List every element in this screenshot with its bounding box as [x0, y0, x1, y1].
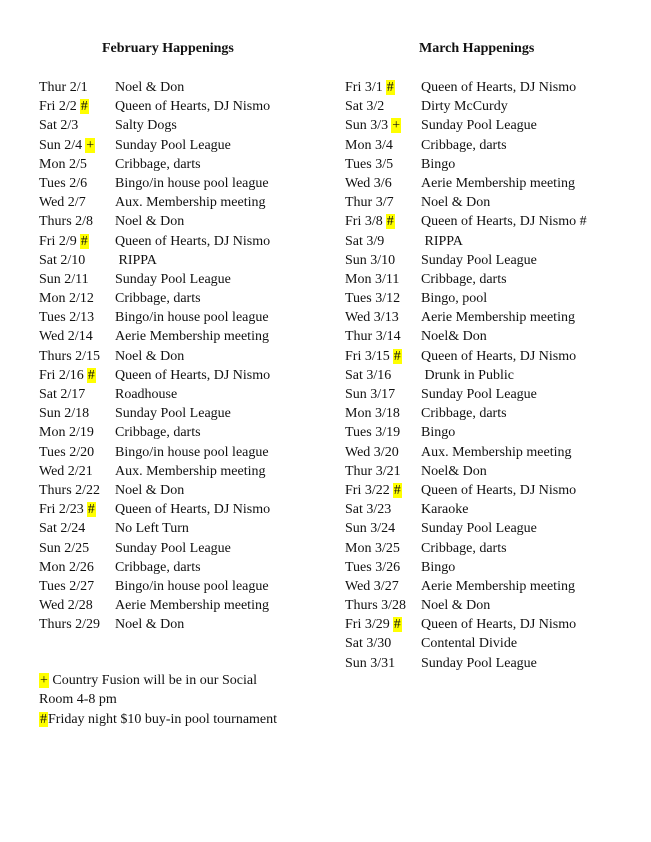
event-date — [39, 347, 100, 366]
event-title: Cribbage, darts — [115, 425, 201, 441]
event-date — [39, 462, 93, 481]
event-date-text: Fri 2/23 — [39, 502, 84, 518]
event-title: Noel& Don — [421, 329, 487, 345]
event-title: Aerie Membership meeting — [421, 175, 575, 191]
event-title: No Left Turn — [115, 521, 189, 537]
event-date-text: Fri 2/9 — [39, 233, 77, 249]
event-title: Noel & Don — [115, 80, 185, 95]
event-title: Queen of Hearts, DJ Nismo — [115, 502, 271, 518]
event-title: Aux. Membership meeting — [115, 195, 266, 211]
event-title: Queen of Hearts, DJ Nismo — [115, 367, 271, 383]
event-date — [39, 78, 88, 97]
event-date-text: Fri 3/15 — [345, 348, 390, 364]
february-heading: February Happenings — [102, 41, 234, 56]
legend-plus-line-2: Room 4-8 pm — [39, 692, 117, 708]
event-date — [345, 308, 399, 327]
event-date — [39, 270, 89, 289]
event-title: Aux. Membership meeting — [421, 444, 572, 460]
event-title: Sunday Pool League — [421, 521, 537, 537]
event-title: Cribbage, darts — [421, 137, 507, 153]
event-date — [39, 308, 94, 327]
event-date-text: Mon 3/11 — [345, 271, 400, 287]
event-date — [345, 193, 394, 212]
event-title: Salty Dogs — [115, 118, 177, 134]
legend — [39, 671, 319, 729]
event-date-text: Wed 3/13 — [345, 310, 399, 326]
event-date-text: Fri 3/8 — [345, 214, 383, 230]
event-title: Cribbage, darts — [115, 559, 201, 575]
event-title: Bingo/in house pool league — [115, 175, 269, 191]
event-date-text: Sat 3/9 — [345, 233, 385, 249]
event-date — [345, 481, 402, 500]
event-title: Queen of Hearts, DJ Nismo — [115, 99, 271, 115]
event-title: Sunday Pool League — [421, 252, 537, 268]
event-date-text: Wed 3/20 — [345, 444, 399, 460]
event-date-text: Sun 3/31 — [345, 655, 396, 671]
event-date — [39, 443, 94, 462]
event-date-text: Mon 3/18 — [345, 406, 400, 422]
hash-marker: # — [40, 711, 47, 727]
event-title: Dirty McCurdy — [421, 99, 508, 115]
event-date-text: Thurs 3/28 — [345, 598, 407, 614]
legend-hash-line — [39, 710, 319, 729]
event-title: Aux. Membership meeting — [115, 463, 266, 479]
event-date-text: Wed 2/21 — [39, 463, 93, 479]
event-date — [345, 136, 393, 155]
event-title: Sunday Pool League — [115, 137, 231, 153]
event-date — [39, 97, 89, 116]
event-date-text: Thurs 2/29 — [39, 617, 101, 633]
event-title: Drunk in Public — [421, 367, 514, 383]
event-date — [345, 519, 395, 538]
event-date-text: Sun 3/3 — [345, 118, 389, 134]
march-heading: March Happenings — [419, 41, 535, 56]
event-date-text: Tues 2/20 — [39, 444, 95, 460]
event-date-text: Thur 3/14 — [345, 329, 401, 345]
event-title: Cribbage, darts — [421, 271, 507, 287]
event-title: Noel & Don — [115, 482, 185, 498]
event-title: Queen of Hearts, DJ Nismo — [115, 233, 271, 249]
event-date-text: Sun 3/17 — [345, 387, 396, 402]
event-title: Noel & Don — [115, 214, 185, 230]
event-date-text: Tues 3/5 — [345, 156, 394, 172]
event-date-text: Fri 3/29 — [345, 617, 390, 633]
event-date — [345, 634, 391, 653]
event-marker: # — [80, 99, 88, 115]
event-title: Bingo/in house pool league — [115, 310, 269, 326]
event-date-text: Fri 2/16 — [39, 367, 84, 383]
event-date-text: Wed 3/27 — [345, 578, 399, 594]
event-date-text: Thurs 2/15 — [39, 348, 101, 364]
event-date-text: Mon 3/25 — [345, 540, 400, 556]
event-date — [345, 97, 384, 116]
event-title: Aerie Membership meeting — [115, 329, 269, 345]
event-marker: # — [393, 482, 401, 498]
event-marker: # — [393, 617, 401, 633]
event-title: Sunday Pool League — [421, 655, 537, 671]
event-date-text: Thur 2/1 — [39, 80, 88, 95]
event-date-text: Wed 2/7 — [39, 195, 86, 211]
event-title: Noel & Don — [421, 195, 491, 211]
event-title: Cribbage, darts — [421, 406, 507, 422]
event-title: Karaoke — [421, 502, 469, 518]
event-date-text: Tues 3/19 — [345, 425, 401, 441]
event-date — [345, 615, 402, 634]
event-date-text: Sat 3/23 — [345, 502, 392, 518]
event-title: Queen of Hearts, DJ Nismo — [421, 482, 577, 498]
event-date-text: Sun 2/25 — [39, 540, 90, 556]
event-date-text: Fri 3/1 — [345, 80, 383, 95]
event-title: Cribbage, darts — [115, 291, 201, 307]
event-date-text: Tues 2/13 — [39, 310, 95, 326]
event-date-text: Thur 3/21 — [345, 463, 401, 479]
event-date-text: Sat 3/30 — [345, 636, 392, 652]
event-date — [39, 423, 94, 442]
event-title: Bingo/in house pool league — [115, 444, 269, 460]
event-date — [345, 539, 400, 558]
event-date-text: Tues 2/6 — [39, 175, 88, 191]
event-date-text: Sat 2/17 — [39, 387, 86, 402]
event-title: Noel & Don — [115, 348, 185, 364]
event-date — [39, 251, 85, 270]
event-title: Cribbage, darts — [115, 156, 201, 172]
event-title: Queen of Hearts, DJ Nismo # — [421, 214, 587, 230]
event-date — [345, 270, 399, 289]
event-marker: # — [393, 348, 401, 364]
event-marker: # — [87, 502, 95, 518]
event-date — [345, 462, 401, 481]
event-date — [39, 366, 96, 385]
event-title: Sunday Pool League — [115, 406, 231, 422]
event-marker: # — [80, 233, 88, 249]
event-title: RIPPA — [421, 233, 463, 249]
event-date-text: Sun 3/24 — [345, 521, 396, 537]
event-title: Aerie Membership meeting — [421, 310, 575, 326]
event-date — [345, 385, 395, 404]
event-date-text: Mon 2/5 — [39, 156, 87, 172]
event-date-text: Sat 2/3 — [39, 118, 79, 134]
event-date-text: Tues 3/12 — [345, 291, 401, 307]
event-title: Sunday Pool League — [421, 387, 537, 402]
event-date — [39, 155, 87, 174]
event-date — [39, 193, 86, 212]
event-title: Bingo — [421, 559, 456, 575]
event-date — [345, 596, 406, 615]
event-date — [39, 327, 93, 346]
event-date — [39, 116, 78, 135]
event-date — [39, 404, 89, 423]
event-title: Queen of Hearts, DJ Nismo — [421, 80, 577, 95]
event-date — [345, 78, 395, 97]
event-date — [345, 212, 395, 231]
plus-marker: + — [40, 673, 48, 688]
event-date-text: Mon 2/26 — [39, 559, 94, 575]
event-title: Noel & Don — [115, 617, 185, 633]
legend-hash-text: Friday night $10 buy-in pool tournament — [48, 711, 278, 727]
event-marker: + — [392, 118, 401, 134]
event-date — [345, 654, 395, 673]
event-date-text: Mon 2/12 — [39, 291, 94, 307]
event-date-text: Wed 2/14 — [39, 329, 93, 345]
event-date — [345, 155, 393, 174]
event-title: Queen of Hearts, DJ Nismo — [421, 348, 577, 364]
event-date-text: Thurs 2/8 — [39, 214, 94, 230]
event-date — [39, 615, 100, 634]
event-date — [345, 500, 391, 519]
event-title: Noel & Don — [421, 598, 491, 614]
event-title: Bingo, pool — [421, 291, 488, 307]
event-date-text: Thurs 2/22 — [39, 482, 101, 498]
legend-plus-text-1: Country Fusion will be in our Social — [48, 673, 257, 688]
event-date — [39, 539, 89, 558]
event-date — [345, 174, 392, 193]
event-date — [345, 443, 399, 462]
event-date — [345, 404, 400, 423]
legend-plus-line — [39, 671, 319, 690]
event-date — [345, 289, 400, 308]
event-date-text: Sun 2/11 — [39, 271, 89, 287]
event-title: Bingo/in house pool league — [115, 578, 269, 594]
event-date — [39, 558, 94, 577]
event-title: Aerie Membership meeting — [421, 578, 575, 594]
event-date — [39, 519, 85, 538]
event-date-text: Sat 3/16 — [345, 367, 392, 383]
event-date-text: Fri 3/22 — [345, 482, 390, 498]
event-title: Cribbage, darts — [421, 540, 507, 556]
event-date — [345, 558, 400, 577]
event-title: Sunday Pool League — [115, 271, 231, 287]
event-date — [39, 385, 85, 404]
event-date — [39, 596, 93, 615]
event-date — [345, 327, 401, 346]
event-date — [345, 347, 402, 366]
event-title: Roadhouse — [115, 387, 178, 402]
event-date-text: Tues 3/26 — [345, 559, 401, 575]
event-date — [39, 577, 94, 596]
event-date-text: Sat 3/2 — [345, 99, 385, 115]
event-date — [345, 116, 401, 135]
event-date-text: Tues 2/27 — [39, 578, 95, 594]
event-date-text: Sat 2/10 — [39, 252, 86, 268]
event-date — [39, 232, 89, 251]
event-date-text: Mon 3/4 — [345, 137, 393, 153]
event-date — [39, 136, 95, 155]
event-title: Sunday Pool League — [115, 540, 231, 556]
event-date-text: Sun 3/10 — [345, 252, 396, 268]
event-date-text: Sun 2/4 — [39, 137, 83, 153]
event-date — [39, 212, 93, 231]
event-date-text: Wed 3/6 — [345, 175, 392, 191]
event-title: Noel& Don — [421, 463, 487, 479]
event-date-text: Wed 2/28 — [39, 598, 93, 614]
event-date-text: Thur 3/7 — [345, 195, 394, 211]
event-marker: # — [386, 80, 394, 95]
event-title: Contental Divide — [421, 636, 518, 652]
event-marker: # — [386, 214, 394, 230]
event-title: Bingo — [421, 425, 456, 441]
event-title: Bingo — [421, 156, 456, 172]
event-date — [345, 423, 400, 442]
event-date — [345, 366, 391, 385]
event-date-text: Mon 2/19 — [39, 425, 94, 441]
event-date — [39, 174, 87, 193]
event-date — [39, 481, 100, 500]
event-date-text: Sun 2/18 — [39, 406, 90, 422]
event-date — [345, 251, 395, 270]
event-date — [39, 289, 94, 308]
event-title: Aerie Membership meeting — [115, 598, 269, 614]
event-title: Sunday Pool League — [421, 118, 537, 134]
event-marker: + — [86, 137, 95, 153]
event-title: RIPPA — [115, 252, 157, 268]
event-date — [39, 500, 96, 519]
event-date — [345, 232, 384, 251]
event-marker: # — [87, 367, 95, 383]
event-date — [345, 577, 399, 596]
event-date-text: Sat 2/24 — [39, 521, 86, 537]
event-title: Queen of Hearts, DJ Nismo — [421, 617, 577, 633]
event-date-text: Fri 2/2 — [39, 99, 77, 115]
